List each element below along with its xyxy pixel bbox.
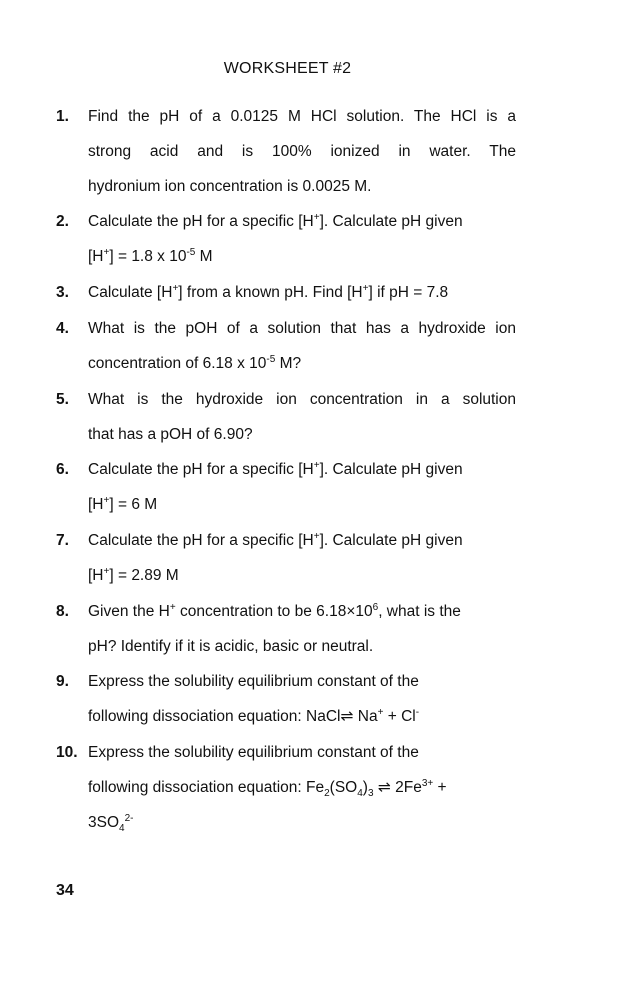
- superscript: -5: [266, 353, 276, 365]
- superscript: +: [313, 459, 320, 471]
- text-run: M?: [275, 355, 302, 372]
- superscript: -5: [186, 246, 196, 258]
- question-number: 8.: [56, 603, 69, 620]
- question-number: 3.: [56, 284, 69, 301]
- question-line: [88, 699, 516, 734]
- text-run: +: [433, 779, 447, 796]
- superscript: +: [103, 494, 110, 506]
- superscript: +: [362, 282, 369, 294]
- question-text: [88, 382, 516, 452]
- superscript: 2-: [124, 812, 134, 824]
- text-run: Calculate [H: [88, 284, 173, 301]
- text-run: ⇌ 2Fe: [373, 779, 422, 796]
- text-run: 3SO: [88, 814, 120, 831]
- superscript: -: [415, 706, 420, 718]
- question-4: [56, 311, 516, 381]
- text-run: Calculate the pH for a specific [H: [88, 532, 314, 549]
- text-run: ] if pH = 7.8: [368, 284, 449, 301]
- text-run: [H: [88, 496, 104, 513]
- subscript: 4: [357, 788, 363, 800]
- question-line: Express the solubility equilibrium constant of the: [88, 744, 419, 761]
- question-number: 4.: [56, 320, 69, 337]
- text-run: , what is the: [378, 603, 461, 620]
- worksheet-title: WORKSHEET #2: [223, 60, 352, 77]
- question-10: [56, 735, 516, 840]
- question-text: [88, 275, 516, 310]
- question-line: pH? Identify if it is acidic, basic or neutral.: [88, 638, 374, 655]
- subscript: 2: [324, 788, 330, 800]
- superscript: 3+: [421, 777, 434, 789]
- text-run: Calculate the pH for a specific [H: [88, 461, 314, 478]
- question-text: [88, 664, 516, 734]
- question-5: [56, 382, 516, 452]
- question-line: Find the pH of a 0.0125 M HCl solution. The HCl is a: [88, 108, 516, 125]
- text-run: ] from a known pH. Find [H: [178, 284, 363, 301]
- question-line: [88, 523, 516, 558]
- text-run: ]. Calculate pH given: [319, 461, 463, 478]
- question-9: [56, 664, 516, 734]
- question-line: Express the solubility equilibrium constant of the: [88, 673, 419, 690]
- question-line: [88, 770, 516, 805]
- page-number: 34: [56, 882, 74, 899]
- text-run: ] = 1.8 x 10: [109, 248, 187, 265]
- text-run: ] = 6 M: [109, 496, 158, 513]
- question-8: [56, 594, 516, 664]
- question-2: [56, 204, 516, 274]
- superscript: +: [169, 601, 176, 613]
- question-6: [56, 452, 516, 522]
- text-run: + Cl: [383, 708, 416, 725]
- text-run: ): [362, 779, 368, 796]
- question-text: [88, 452, 516, 522]
- text-run: [H: [88, 248, 104, 265]
- text-run: (SO: [329, 779, 358, 796]
- question-text: [88, 99, 516, 204]
- text-run: following dissociation equation: Fe: [88, 779, 325, 796]
- question-line: [88, 239, 516, 274]
- question-number: 9.: [56, 673, 69, 690]
- subscript: 3: [367, 788, 374, 800]
- question-line: [88, 487, 516, 522]
- text-run: M: [195, 248, 213, 265]
- question-number: 1.: [56, 108, 69, 125]
- question-line: [88, 558, 516, 593]
- superscript: +: [313, 530, 320, 542]
- question-line: strong acid and is 100% ionized in water. The: [88, 143, 516, 160]
- superscript: +: [313, 211, 320, 223]
- question-1: [56, 99, 516, 204]
- text-run: [H: [88, 567, 104, 584]
- superscript: +: [103, 246, 110, 258]
- question-text: [88, 735, 516, 840]
- text-run: concentration of 6.18 x 10: [88, 355, 267, 372]
- text-run: Calculate the pH for a specific [H: [88, 213, 314, 230]
- text-run: ]. Calculate pH given: [319, 213, 463, 230]
- question-text: [88, 523, 516, 593]
- superscript: 6: [372, 601, 379, 613]
- superscript: +: [172, 282, 179, 294]
- question-line: [88, 594, 516, 629]
- text-run: ]. Calculate pH given: [319, 532, 463, 549]
- question-7: [56, 523, 516, 593]
- question-line: [88, 346, 516, 381]
- question-number: 6.: [56, 461, 69, 478]
- question-number: 7.: [56, 532, 69, 549]
- text-run: ] = 2.89 M: [109, 567, 179, 584]
- question-line: What is the hydroxide ion concentration in a solution: [88, 391, 516, 408]
- question-line: [88, 452, 516, 487]
- question-line: hydronium ion concentration is 0.0025 M.: [88, 178, 372, 195]
- question-number: 2.: [56, 213, 69, 230]
- superscript: +: [377, 706, 384, 718]
- question-text: [88, 311, 516, 381]
- question-line: [88, 275, 516, 310]
- question-line: [88, 805, 516, 840]
- question-line: What is the pOH of a solution that has a hydroxide ion: [88, 320, 516, 337]
- question-text: [88, 594, 516, 664]
- text-run: Given the H: [88, 603, 170, 620]
- superscript: +: [103, 565, 110, 577]
- question-number: 10.: [56, 744, 78, 761]
- question-line: [88, 204, 516, 239]
- question-line: that has a pOH of 6.90?: [88, 426, 253, 443]
- question-3: [56, 275, 516, 310]
- text-run: following dissociation equation: NaCl⇌ Na: [88, 708, 378, 725]
- question-text: [88, 204, 516, 274]
- subscript: 4: [119, 823, 125, 835]
- question-number: 5.: [56, 391, 69, 408]
- text-run: concentration to be 6.18×10: [175, 603, 373, 620]
